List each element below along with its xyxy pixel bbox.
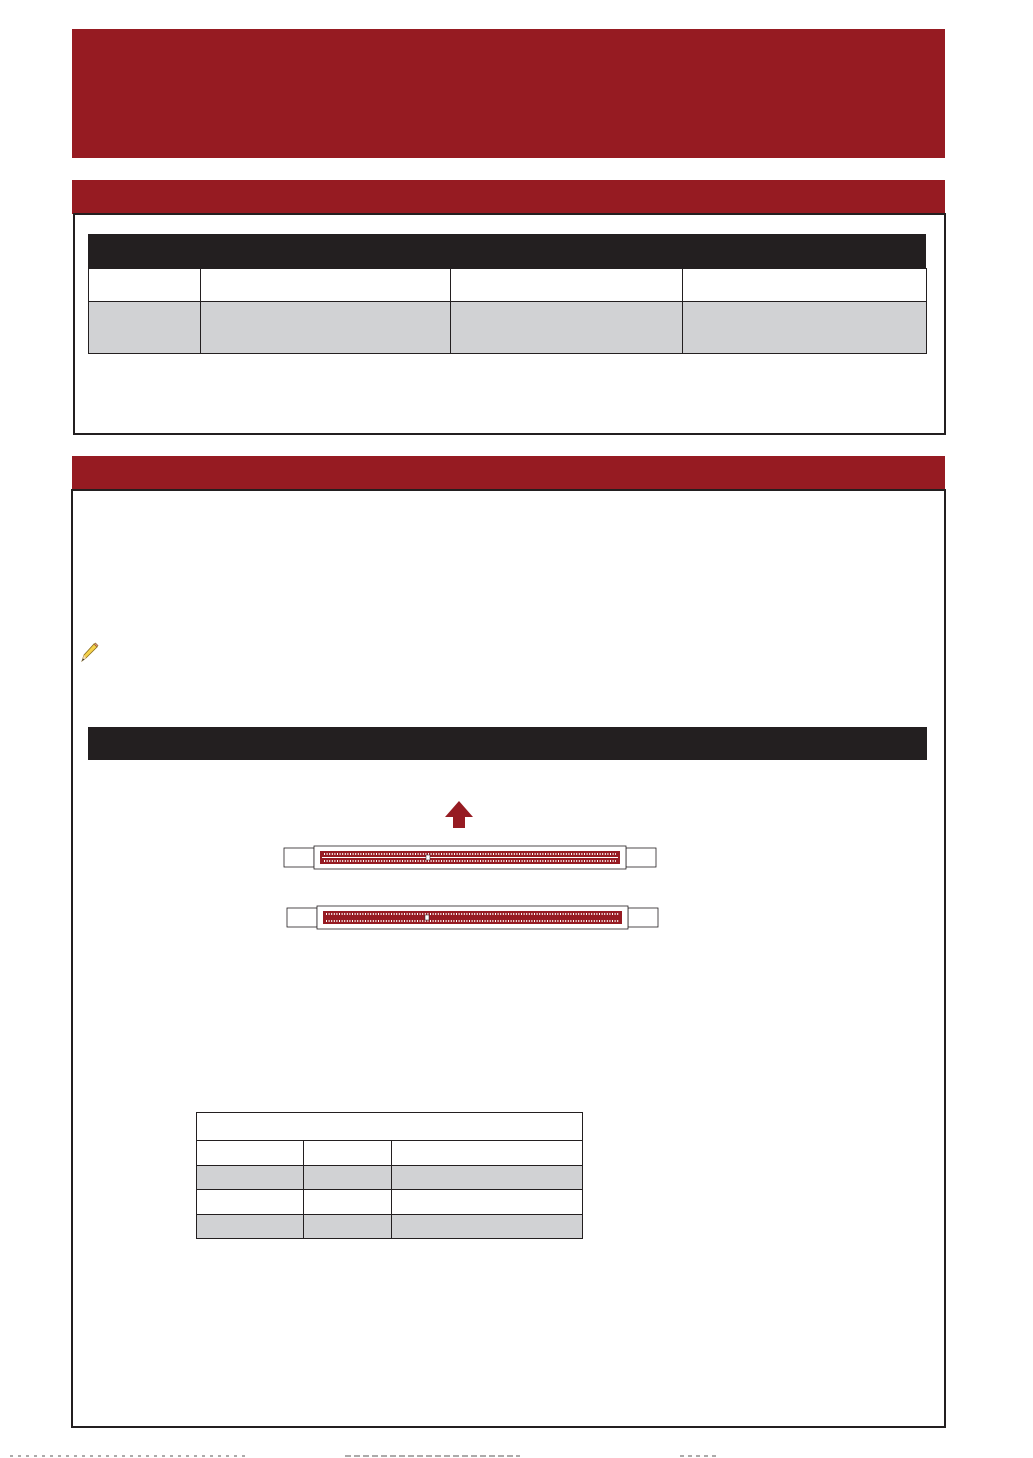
table-cell: [392, 1215, 583, 1239]
dimm-slot-2: [287, 906, 658, 929]
table-cell: [89, 269, 201, 302]
population-table: [196, 1112, 583, 1239]
table-row: [197, 1141, 583, 1166]
table-cell: [451, 269, 683, 302]
table-cell: [89, 302, 201, 354]
table-cell: [304, 1166, 392, 1190]
slot-diagram: [282, 798, 660, 932]
table-cell: [197, 1190, 304, 1215]
pencil-icon: [79, 642, 99, 662]
table-cell: [304, 1190, 392, 1215]
arrow-up-icon: [445, 801, 473, 828]
page-banner: [72, 29, 945, 158]
footer-remnant: [0, 1452, 1033, 1458]
table-row: [89, 302, 927, 354]
table-cell: [392, 1141, 583, 1166]
section-2-header: [72, 456, 945, 490]
table-cell: [392, 1190, 583, 1215]
spec-table-header: [88, 234, 926, 268]
section-2-box: [71, 489, 946, 1428]
table-cell: [451, 302, 683, 354]
spec-table: [88, 268, 927, 354]
table-cell: [201, 269, 451, 302]
table-cell: [392, 1166, 583, 1190]
table-cell: [197, 1141, 304, 1166]
table-cell: [304, 1141, 392, 1166]
table-cell: [304, 1215, 392, 1239]
table-row: [197, 1190, 583, 1215]
diagram-header: [88, 727, 927, 760]
table-cell: [201, 302, 451, 354]
table-row: [197, 1166, 583, 1190]
table-cell: [197, 1215, 304, 1239]
table-row: [197, 1113, 583, 1141]
table-cell: [683, 269, 927, 302]
table-cell: [197, 1166, 304, 1190]
table-cell: [683, 302, 927, 354]
table-title-cell: [197, 1113, 583, 1141]
table-row: [197, 1215, 583, 1239]
section-1-header: [72, 180, 945, 214]
table-row: [89, 269, 927, 302]
dimm-slot-1: [284, 846, 656, 869]
